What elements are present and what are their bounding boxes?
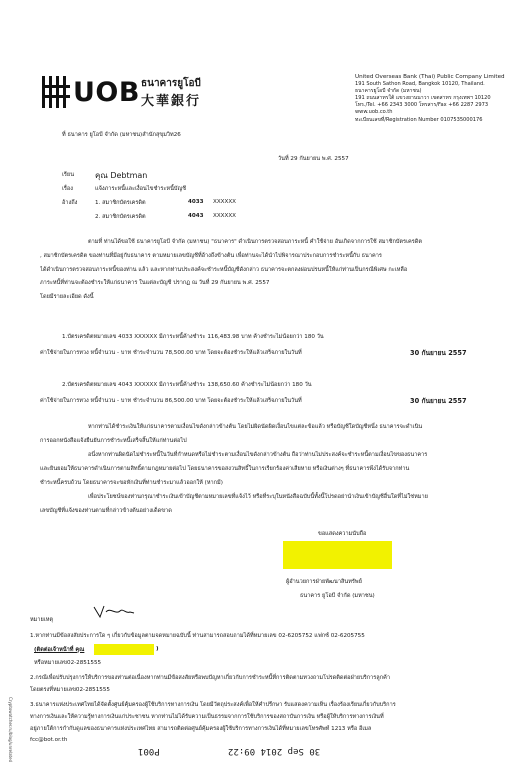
- logo-thai-name: ธนาคารยูโอบี: [141, 78, 201, 89]
- letter-ref: ที่ ธนาคาร ยูโอบี จำกัด (มหาชน)สำนักสุขุมวิท26: [62, 132, 181, 138]
- body-line: และยินยอมให้ธนาคารดำเนินการตามสิทธิ์ตามกฎหมายต่อไป โดยธนาคารขอสงวนสิทธิ์ในการเรียกร้องค่าเสียหาย หรือเงินต่างๆ ที่ธนาคารพึงได้รับจากท่าน: [40, 466, 410, 472]
- intro-line: ตามที่ ท่านได้ขอใช้ ธนาคารยูโอบี จำกัด (มหาชน) "ธนาคาร" ดำเนินการตรวจสอบภาระหนี้ คำใช้จ่าย อันเกิดจากการใช้ สมาชิกบัตรเครดิต: [88, 239, 422, 245]
- bank-registration: ทะเบียนเลขที่/Registration Number 0107535000176: [355, 116, 483, 123]
- reference-label: อ้างถึง: [62, 200, 78, 206]
- logo-wordmark: UOB: [73, 77, 140, 108]
- fax-page-number: P001: [138, 746, 160, 756]
- redacted-signature: [283, 541, 392, 569]
- account-1-settlement: ค่าใช้จ่ายในการทวง หนี้จำนวน - บาท ชำระจำนวน 78,500.00 บาท โดยจะต้องชำระให้แล้วเสร็จภายในวันที่: [40, 350, 302, 356]
- ref-item-2-number: 4043: [188, 213, 204, 219]
- subject-label: เรื่อง: [62, 186, 74, 192]
- intro-line: , สมาชิกบัตรเครดิต ของท่านที่มีอยู่กับธนาคาร ตามหมายเลขบัญชีที่อ้างถึงข้างต้น เพื่อท่านจะได้นำไปพิจารณาประกอบการชำระหนี้กับ ธนาคาร: [40, 253, 382, 259]
- intro-first-line: [88, 236, 502, 250]
- body-line: หากท่านได้ชำระเงินให้แก่ธนาคารตามเงื่อนไขดังกล่าวข้างต้น โดยไม่ผิดนัดผิดเงื่อนไขแต่ละข้อแล้ว หรือบัญชีใดบัญชีหนึ่ง ธนาคารจะดำเนิน: [88, 424, 423, 430]
- footnote-line: โดยตรงที่หมายเลข02-2851555: [30, 687, 110, 693]
- bank-address-th: 191 ถนนสาทรใต้ แขวงยานนาวา เขตสาทร กรุงเทพฯ 10120: [355, 95, 491, 102]
- recipient-name: คุณ Debtman: [95, 171, 148, 180]
- ref-item-1-label: 1. สมาชิกบัตรเครดิต: [95, 200, 146, 206]
- to-label: เรียน: [62, 172, 75, 178]
- intro-paragraph: [40, 250, 502, 304]
- intro-line: โดยมีรายละเอียด ดังนี้: [40, 293, 94, 300]
- bank-name-th: ธนาคารยูโอบี จำกัด (มหาชน): [355, 88, 422, 95]
- logo-chinese-name: 大華銀行: [141, 94, 202, 109]
- bank-name-en: United Overseas Bank (Thai) Public Company Limited: [355, 74, 505, 80]
- account-2-balance: 2.บัตรเครดิตหมายเลข 4043 XXXXXX มีภาระหนี้ค้างชำระ 138,650.60 ค้างชำระไม่น้อยกว่า 180 วัน: [62, 382, 312, 388]
- bank-phone: โทร./Tel. +66 2343 3000 โทรสาร/Fax +66 2287 2973: [355, 102, 489, 109]
- intro-line: ภาระหนี้ที่ท่านจะต้องชำระให้แก่ธนาคาร ในแต่ละบัญชี ปรากฏ ณ วันที่ 29 กันยายน พ.ศ. 2557: [40, 280, 270, 287]
- body-line: การออกหนังสือแจ้งยืนยันการชำระหนี้เสร็จสิ้นให้แก่ท่านต่อไป: [40, 438, 187, 444]
- fax-timestamp: 30 Sep 2014 09:22: [228, 746, 321, 756]
- footnote-line: อยู่ภายใต้การกำกับดูแลของธนาคารแห่งประเทศไทย สามารถติดต่อศูนย์คุ้มครองผู้ใช้บริการทางการเงินได้ที่หมายเลขโทรศัพท์ 1213 หรือ อีเมล: [30, 726, 372, 732]
- account-2-due-date: 30 กันยายน 2557: [410, 397, 467, 405]
- body-line: เลขบัญชีที่แจ้งของท่านตามที่กล่าวข้างต้นอย่างเด็ดขาด: [40, 508, 172, 514]
- redacted-officer-name: [94, 644, 154, 655]
- footnote-line: 2.กรณีเพื่อปรับปรุงการให้บริการของท่านต่อเนื่องหากท่านมีข้อสงสัยหรือพบปัญหาเกี่ยวกับการชำระหนี้ที่การติดตามทวงถามโปรดติดต่อฝ่ายบริการลูกค้า: [30, 675, 390, 681]
- footnote-line: 3.ธนาคารแห่งประเทศไทยได้จัดตั้งศูนย์คุ้มครองผู้ใช้บริการทางการเงิน โดยมีวัตถุประสงค์เพื่อให้คำปรึกษา รับแสดงความเห็น เรื่องร้องเรียนเกี่ยวกับบริการ: [30, 702, 396, 708]
- body-line: เพื่อประโยชน์ของท่านกรุณาชำระเงินเข้าบัญชีตามหมายเลขที่แจ้งไว้ หรือที่ระบุในหนังสือฉบับนี้ทั้งนี้โปรดอย่านำเงินเข้าบัญชีอื่นใดที่ไม่ใช่หมาย: [88, 494, 428, 500]
- body-line: อนึ่งหากท่านผิดนัดไม่ชำระหนี้ในวันที่กำหนดหรือไม่ชำระตามเงื่อนไขดังกล่าวข้างต้น ถือว่าท่านไม่ประสงค์จะชำระหนี้ตามเงื่อนไขของธนาคาร: [88, 452, 428, 458]
- footnote-contact: 1.หากท่านมีข้อสงสัยประการใด ๆ เกี่ยวกับข้อมูลตามจดหมายฉบับนี้ ท่านสามารถสอบถามได้ที่หมายเลข 02-6205752 แฟกซ์ 02-6205755: [30, 633, 365, 639]
- footnote-line: ทางการเงินและให้ความรู้ทางการเงินแก่ประชาชน หากท่านไม่ได้รับความเป็นธรรมจากการใช้บริการของสถาบันการเงิน หรือผู้ให้บริการทางการเงินที่: [30, 714, 384, 720]
- closing-text: ขอแสดงความนับถือ: [318, 531, 367, 537]
- ref-item-1-mask: XXXXXX: [213, 199, 236, 205]
- footnote-inquiry-phone: หรือหมายเลข02-2851555: [34, 660, 102, 666]
- footnote-officer: (ติดต่อเจ้าหน้าที่ คุณ: [34, 647, 85, 653]
- bank-address-en: 191 South Sathon Road, Bangkok 10120, Thailand.: [355, 81, 485, 88]
- signer-bank: ธนาคาร ยูโอบี จำกัด (มหาชน): [300, 593, 375, 599]
- ref-item-2-mask: XXXXXX: [213, 213, 236, 219]
- footnote-officer-close: ): [156, 646, 159, 652]
- account-2-settlement: ค่าใช้จ่ายในการทวง หนี้จำนวน - บาท ชำระจำนวน 86,500.00 บาท โดยจะต้องชำระให้แล้วเสร็จภายในวันที่: [40, 398, 302, 404]
- footnote-email: fcc@bot.or.th: [30, 737, 68, 743]
- bank-address-block: [355, 74, 505, 124]
- initials-signature: [92, 603, 136, 621]
- signer-title: ผู้อำนวยการฝ่ายพัฒนาสินทรัพย์: [286, 579, 362, 585]
- ref-item-1-number: 4033: [188, 199, 204, 205]
- body-line: ชำระหนี้ครบถ้วน โดยธนาคารจะขอหักเงินที่ท่านชำระมาแล้วออกให้ (หากมี): [40, 480, 223, 486]
- side-margin-text: Cryptowatcher.ru/blog/unrelated: [8, 697, 13, 763]
- letter-date: วันที่ 29 กันยายน พ.ศ. 2557: [278, 156, 349, 162]
- footnote-label: หมายเหตุ: [30, 617, 54, 623]
- ref-item-2-label: 2. สมาชิกบัตรเครดิต: [95, 214, 146, 220]
- uob-logo-mark: [42, 76, 72, 108]
- bank-website: www.uob.co.th: [355, 109, 393, 116]
- account-1-balance: 1.บัตรเครดิตหมายเลข 4033 XXXXXX มีภาระหนี้ค้างชำระ 116,483.98 บาท ค้างชำระไม่น้อยกว่า 180 วัน: [62, 334, 324, 340]
- subject-text: แจ้งภาระหนี้และเงื่อนไขชำระหนี้บัญชี: [95, 186, 187, 192]
- intro-line: ได้ดำเนินการตรวจสอบภาระหนี้ของท่าน แล้ว และหากท่านประสงค์จะชำระหนี้บัญชีดังกล่าว ธนาคารจะตกลงผ่อนปรนหนี้ให้แก่ท่านเป็นกรณีพิเศษ กะเหลือ: [40, 266, 408, 273]
- account-1-due-date: 30 กันยายน 2557: [410, 349, 467, 357]
